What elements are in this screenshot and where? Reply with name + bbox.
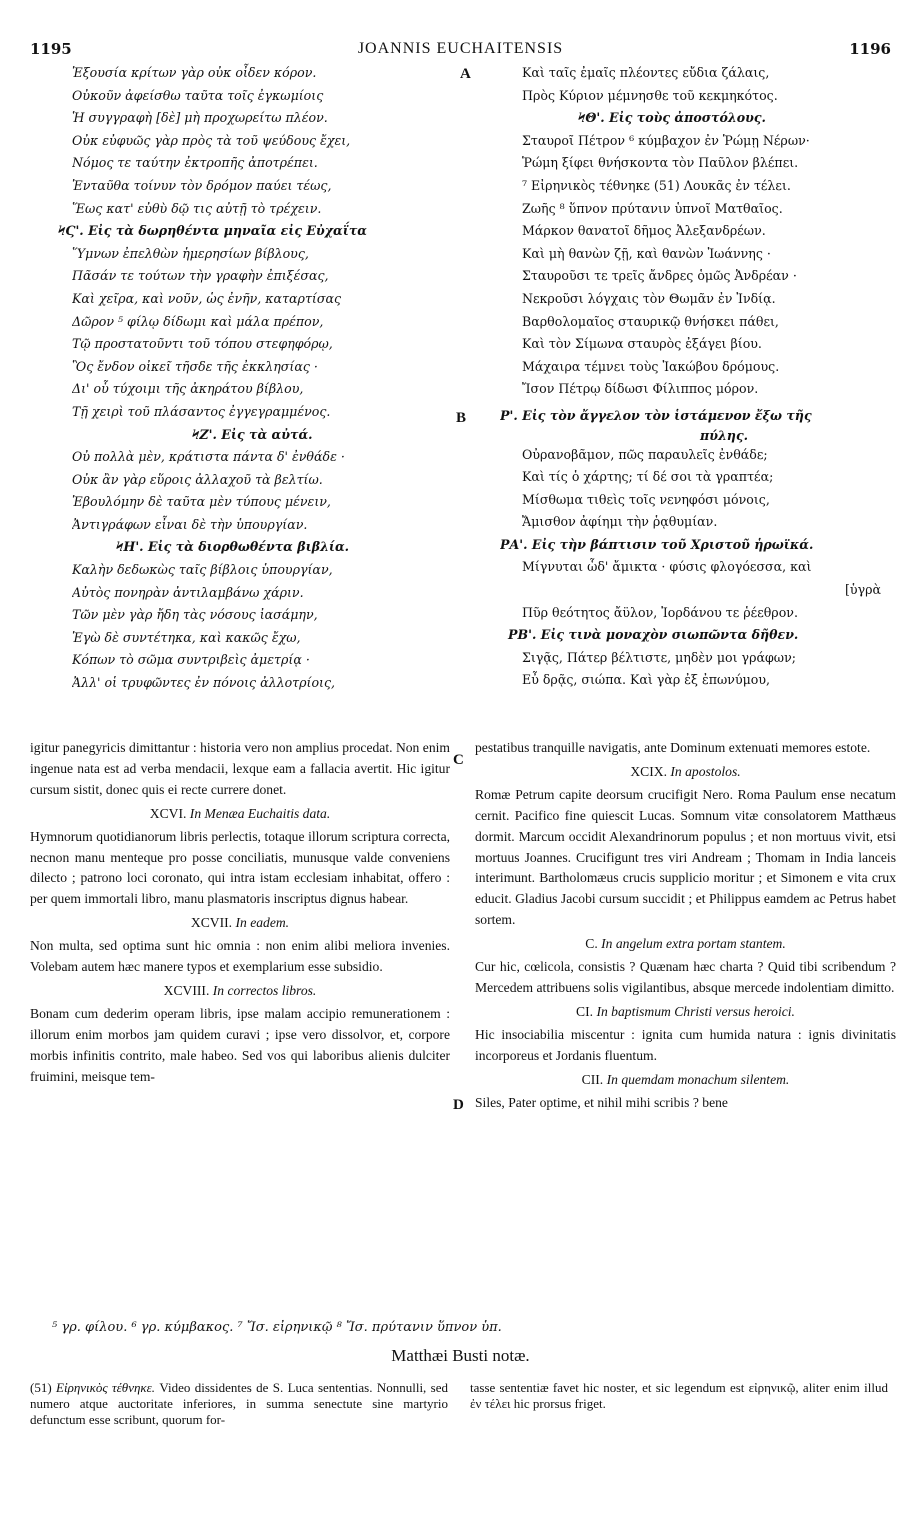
verse-line: Μάρκον θανατοῖ δῆμος Ἀλεξανδρέων. — [522, 223, 766, 239]
verse-line: Πᾶσάν τε τούτων τὴν γραφὴν ἐπιξέσας, — [72, 268, 329, 284]
section-title: In apostolos. — [670, 763, 741, 779]
verse-line: Μίγνυται ὧδ' ἄμικτα · φύσις φλογόεσσα, καὶ — [522, 559, 812, 575]
latin-translation-right-column — [475, 738, 896, 1113]
verse-line: Οὐκ ἂν γὰρ εὕροις ἀλλαχοῦ τὰ βελτίω. — [72, 471, 323, 487]
section-title: In correctos libros. — [212, 982, 317, 998]
verse-line: Ἀλλ' οἱ τρυφῶντες ἐν πόνοις ἀλλοτρίοις, — [72, 675, 336, 691]
note-number: (51) — [30, 1380, 52, 1395]
section-heading: ϞΘ'. Εἰς τοὺς ἀποστόλους. — [578, 110, 766, 126]
verse-line: Καλὴν δεδωκὼς ταῖς βίβλοις ὑπουργίαν, — [72, 562, 333, 578]
verse-line: Ζωῆς ⁸ ὕπνον πρύτανιν ὑπνοῖ Ματθαῖος. — [522, 200, 783, 216]
verse-line: Βαρθολομαῖος σταυρικῷ θνήσκει πάθει, — [522, 313, 779, 329]
section-heading: ΡΒ'. Εἰς τινὰ μοναχὸν σιωπῶντα δῆθεν. — [508, 627, 799, 643]
greek-verse-left-column — [58, 62, 497, 695]
latin-paragraph: Bonam cum dederim operam libris, ipse malam accipio remunerationem : illorum enim morbos jam quidem curavi ; ipse vero dissolvor, et, corpore morbis infinitis contrito, male habeo. Sed vos qui laboribus alienis dulciter fruimini, meisque tem- — [30, 1005, 450, 1084]
section-heading: ϞΗ'. Εἰς τὰ διορθωθέντα βιβλία. — [116, 539, 350, 555]
latin-translation-left-column — [30, 738, 450, 1088]
section-heading — [475, 762, 896, 783]
verse-line: Τῇ χειρὶ τοῦ πλάσαντος ἐγγεγραμμένος. — [72, 403, 331, 419]
margin-marker-c: C — [453, 752, 464, 768]
verse-line: Οὐρανοβᾶμον, πῶς παραυλεῖς ἐνθάδε; — [522, 446, 768, 462]
verse-line: Σιγᾷς, Πάτερ βέλτιστε, μηδὲν μοι γράφων; — [522, 649, 796, 665]
latin-paragraph: pestatibus tranquille navigatis, ante Dominum extenuati memores estote. — [475, 740, 871, 755]
note-right-column: tasse sententiæ favet hic noster, et sic legendum est εἰρηνικῷ, aliter enim illud ἐν τέλει hic prorsus friget. — [470, 1380, 888, 1411]
verse-line: Δῶρον ⁵ φίλῳ δίδωμι καὶ μάλα πρέπον, — [72, 313, 324, 329]
section-heading: ΡΑ'. Εἰς τὴν βάπτισιν τοῦ Χριστοῦ ἡρωϊκά. — [500, 536, 814, 552]
verse-line: Τῶν μὲν γὰρ ἤδη τὰς νόσους ἰασάμην, — [72, 607, 318, 623]
variant-footnotes: ⁵ γρ. φίλου. ⁶ γρ. κύμβακος. ⁷ Ἴσ. εἰρηνικῷ ⁸ Ἴσ. πρύτανιν ὕπνον ὑπ. — [52, 1320, 502, 1335]
verse-line: Οὐκ εὐφυῶς γὰρ πρὸς τὰ τοῦ ψεύδους ἔχει, — [72, 132, 351, 148]
margin-marker-d: D — [453, 1097, 464, 1113]
section-title: In Menæa Euchaitis data. — [189, 805, 331, 821]
section-number: C. — [585, 936, 598, 952]
note-lemma: Εἰρηνικὸς τέθνηκε. — [56, 1380, 156, 1395]
section-heading — [30, 981, 450, 1002]
section-heading: ϞϚ'. Εἰς τὰ δωρηθέντα μηναῖα εἰς Εὐχαΐτα — [58, 223, 367, 239]
verse-line: Ἐβουλόμην δὲ ταῦτα μὲν τύπους μένειν, — [72, 494, 331, 510]
running-header — [30, 40, 891, 62]
section-heading — [30, 804, 450, 825]
verse-line: [ὑγρὰ — [845, 582, 882, 598]
verse-line: Ἐξουσία κρίτων γὰρ οὐκ οἶδεν κόρον. — [72, 65, 317, 80]
verse-line: ⁷ Εἰρηνικὸς τέθνηκε (51) Λουκᾶς ἐν τέλει. — [522, 177, 791, 193]
verse-line: Ἐγὼ δὲ συντέτηκα, καὶ κακῶς ἔχω, — [72, 629, 301, 645]
notes-title: Matthæi Busti notæ. — [391, 1346, 530, 1365]
verse-line: Τῷ προστατοῦντι τοῦ τόπου στεφηφόρῳ, — [72, 336, 333, 352]
verse-line: Ἀντιγράφων εἶναι δὲ τὴν ὑπουργίαν. — [72, 516, 308, 532]
page-number-right: 1196 — [849, 40, 891, 58]
verse-line: Πρὸς Κύριον μέμνησθε τοῦ κεκμηκότος. — [522, 87, 778, 103]
verse-line: Ἴσον Πέτρῳ δίδωσι Φίλιππος μόρον. — [522, 381, 759, 397]
verse-line: Ῥώμη ξίφει θνήσκοντα τὸν Παῦλον βλέπει. — [522, 155, 799, 171]
latin-paragraph: Siles, Pater optime, et nihil mihi scribis ? bene — [475, 1094, 728, 1110]
section-number: XCVIII. — [163, 982, 210, 998]
verse-line: Μάχαιρα τέμνει τοὺς Ἰακώβου δρόμους. — [522, 358, 780, 374]
latin-paragraph: Cur hic, cœlicola, consistis ? Quænam hæc charta ? Quid tibi scribendum ? Mercedem attribuens solis vigilantibus, absque mercede indolentiam dimitto. — [475, 959, 896, 995]
verse-line: Οὐκοῦν ἀφείσθω ταῦτα τοῖς ἐγκωμίοις — [72, 87, 324, 103]
verse-line: Σταυροῦσι τε τρεῖς ἄνδρες ὁμῶς Ἀνδρέαν · — [522, 268, 797, 284]
section-heading — [30, 913, 450, 934]
verse-line: Οὐ πολλὰ μὲν, κράτιστα πάντα δ' ἐνθάδε · — [72, 449, 345, 465]
verse-line: Καὶ χεῖρα, καὶ νοῦν, ὡς ἐνῆν, καταρτίσας — [72, 290, 342, 306]
section-number: CII. — [581, 1071, 604, 1087]
latin-paragraph: Hic insociabilia miscentur : ignita cum humida natura : ignis divinitatis incorporeus et Jordanis fluentum. — [475, 1026, 896, 1063]
note-left-column — [30, 1380, 448, 1428]
verse-line: Αὐτὸς πονηρὰν ἀντιλαμβάνω χάριν. — [72, 584, 304, 600]
page-number-left: 1195 — [30, 40, 72, 58]
verse-line: Ὕμνων ἐπελθὼν ἡμερησίων βίβλους, — [72, 245, 309, 261]
note-text: Video dissidentes de S. Luca sententias. Nonnulli, sed numero atque auctoritate inferiores, in summa senectute sine martyrio defunctum esse scribunt, quorum for- — [30, 1380, 448, 1427]
latin-paragraph: Non multa, sed optima sunt hic omnia : non enim alibi meliora invenies. Volebam autem hæc manere typos et exemplarium esse subsidio. — [30, 938, 450, 975]
section-title: In eadem. — [235, 915, 290, 931]
verse-line: Ὃς ἔνδον οἰκεῖ τῆσδε τῆς ἐκκλησίας · — [72, 358, 318, 374]
verse-line: Μίσθωμα τιθεὶς τοῖς νενηφόσι μόνοις, — [522, 491, 770, 507]
verse-line: Νεκροῦσι λόγχαις τὸν Θωμᾶν ἐν Ἰνδίᾳ. — [522, 290, 776, 306]
section-number: CI. — [576, 1003, 594, 1019]
section-heading — [475, 1002, 896, 1023]
section-number: XCVII. — [190, 915, 233, 931]
verse-line: Ἡ συγγραφὴ [δὲ] μὴ προχωρείτω πλέον. — [72, 110, 328, 126]
verse-line: Πῦρ θεότητος ἄϋλον, Ἰορδάνου τε ῥέεθρον. — [522, 604, 798, 620]
section-heading — [475, 934, 896, 955]
section-number: XCVI. — [149, 805, 187, 821]
verse-line: Σταυροῖ Πέτρον ⁶ κύμβαχον ἐν Ῥώμῃ Νέρων· — [522, 132, 810, 148]
verse-line: Εὖ δρᾷς, σιώπα. Καὶ γὰρ ἐξ ἐπωνύμου, — [522, 672, 771, 688]
section-title: In baptismum Christi versus heroici. — [596, 1003, 795, 1019]
verse-line: Ἄμισθον ἀφίημι τὴν ῥᾳθυμίαν. — [522, 514, 718, 530]
verse-line: Κόπων τὸ σῶμα συντριβεὶς ἀμετρίᾳ · — [72, 652, 310, 668]
section-heading: ϞΖ'. Εἰς τὰ αὐτά. — [192, 426, 313, 442]
margin-marker-b: B — [456, 410, 467, 426]
section-heading: Ρ'. Εἰς τὸν ἄγγελον τὸν ἱστάμενον ἔξω τῆς — [500, 407, 812, 423]
verse-line: Δι' οὗ τύχοιμι τῆς ἀκηράτου βίβλου, — [72, 381, 304, 397]
verse-line: Καὶ μὴ θανὼν ζῇ, καὶ θανὼν Ἰωάννης · — [522, 245, 771, 261]
latin-paragraph: igitur panegyricis dimittantur : historia vero non amplius procedat. Non enim ingenue nata est ad verba mendacii, lexque eam a fallacia avertit. Hic igitur cursum sistit, donec quis ei recte currere donet. — [30, 740, 450, 797]
running-title: JOANNIS EUCHAITENSIS — [357, 40, 564, 57]
latin-paragraph: Hymnorum quotidianorum libris perlectis, totaque illorum scriptura correcta, necnon manu menteque pro posse conciliatis, munusque valde conveniens dilecto ; patrono loci coronato, qui intra istam ecclesiam inhabitat, offero : per quem immortali libro, manu plasmatoris inscriptus dignus habear. — [30, 828, 450, 907]
verse-line: Καὶ ταῖς ἐμαῖς πλέοντες εὔδια ζάλαις, — [522, 65, 770, 80]
verse-line: Ἕως κατ' εὐθὺ δῷ τις αὐτῇ τὸ τρέχειν. — [72, 200, 322, 216]
greek-verse-right-column — [500, 62, 900, 692]
margin-marker-a: A — [460, 66, 471, 82]
verse-line: Νόμος τε ταύτην ἐκτροπῆς ἀποτρέπει. — [72, 155, 318, 171]
latin-paragraph: Romæ Petrum capite deorsum crucifigit Nero. Roma Paulum ense necatum cernit. Pacifico fine quiescit Lucas. Somnum vitæ consolatorem Matthæus dormit. Marcum occidit Alexandrinorum populus ; et non mortuus vivit, etsi mortuus Joannes. Crucifigunt tres viri Andream ; Thomam in India lanceis interimunt. Bartholomæus crucis supplicio moritur ; et Simonem e vita crux educit. Gladius Jacobi cursum succidit ; et Philippus eamdem ac Petrus habet sortem. — [475, 786, 896, 928]
section-heading — [475, 1070, 896, 1091]
verse-line: Ἐνταῦθα τοίνυν τὸν δρόμον παύει τέως, — [72, 177, 332, 193]
verse-line: Καὶ τὸν Σίμωνα σταυρὸς ἐξάγει βίου. — [522, 336, 762, 352]
section-title: In quemdam monachum silentem. — [606, 1071, 790, 1087]
section-number: XCIX. — [630, 763, 667, 779]
verse-line: Καὶ τίς ὁ χάρτης; τί δέ σοι τὰ γραπτέα; — [522, 469, 774, 485]
section-heading-cont: πύλης. — [700, 427, 748, 443]
section-title: In angelum extra portam stantem. — [601, 936, 786, 952]
